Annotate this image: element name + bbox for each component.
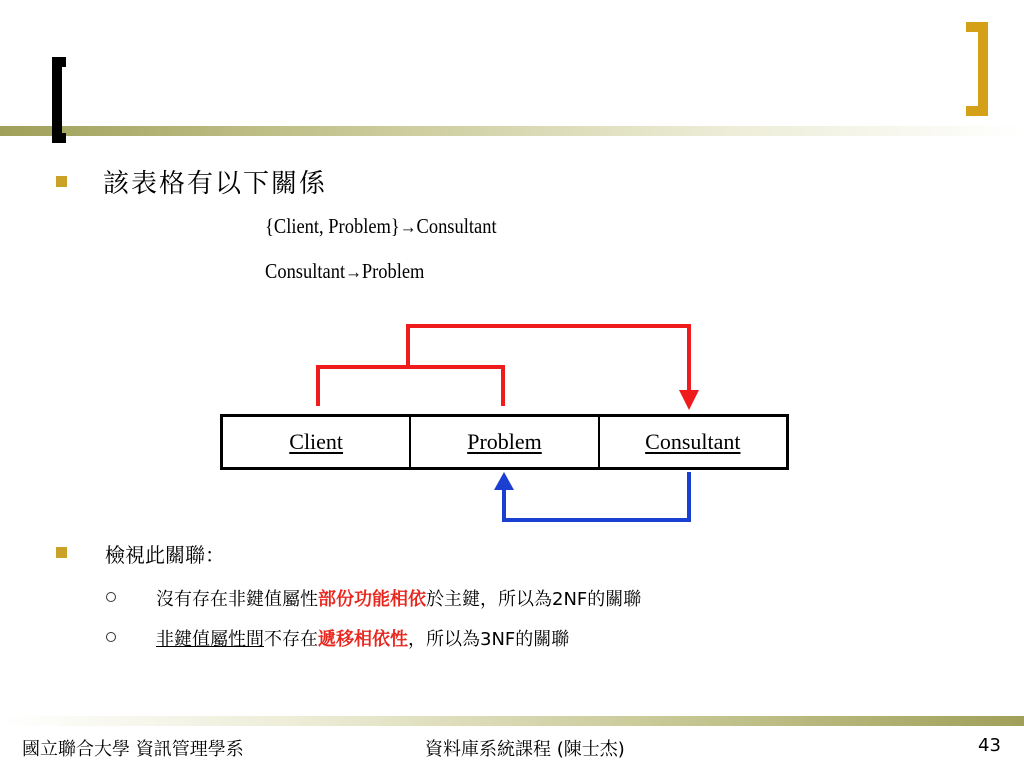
red-connector-line — [318, 367, 503, 406]
page-number: 43 — [978, 735, 1001, 756]
red-dependency-arrow-line — [408, 326, 689, 392]
sub2-emphasis: 遞移相依性 — [318, 629, 408, 650]
sub1-post: 於主鍵，所以為2NF的關聯 — [426, 589, 642, 610]
sub-bullet-partial-dependency — [156, 585, 641, 611]
ring-bullet-icon — [106, 592, 116, 602]
sub-bullet-transitive-dependency — [156, 625, 569, 651]
fd2-right: Problem — [361, 259, 425, 283]
fd2-left: Consultant — [265, 259, 346, 283]
sub2-post: ，所以為3NF的關聯 — [408, 629, 570, 650]
sub2-mid: 不存在 — [264, 629, 318, 650]
sub2-underlined: 非鍵值屬性間 — [156, 629, 264, 650]
attribute-problem: Problem — [409, 417, 597, 467]
attribute-consultant: Consultant — [598, 417, 786, 467]
sub1-emphasis: 部份功能相依 — [318, 589, 426, 610]
footer-department: 國立聯合大學 資訊管理學系 — [22, 739, 244, 760]
bullet-examine-relation: 檢視此關聯： — [105, 543, 225, 567]
footer-course: 資料庫系統課程 (陳士杰) — [425, 739, 625, 760]
relation-schema-table — [220, 414, 789, 470]
blue-arrowhead-icon — [494, 472, 514, 490]
fd2-arrow: → — [345, 262, 362, 283]
fd1-arrow: → — [399, 217, 417, 238]
footer-band — [0, 716, 1024, 726]
sub1-pre: 沒有存在非鍵值屬性 — [156, 589, 318, 610]
red-arrowhead-icon — [679, 390, 699, 410]
fd1-left: {Client, Problem} — [265, 214, 400, 238]
blue-dependency-arrow-line — [504, 472, 689, 520]
attribute-client: Client — [289, 429, 344, 454]
fd1-right: Consultant — [416, 214, 497, 238]
square-bullet-icon — [56, 547, 67, 558]
ring-bullet-icon — [106, 632, 116, 642]
bullet-heading-relations: 該表格有以下關係 — [103, 169, 328, 199]
